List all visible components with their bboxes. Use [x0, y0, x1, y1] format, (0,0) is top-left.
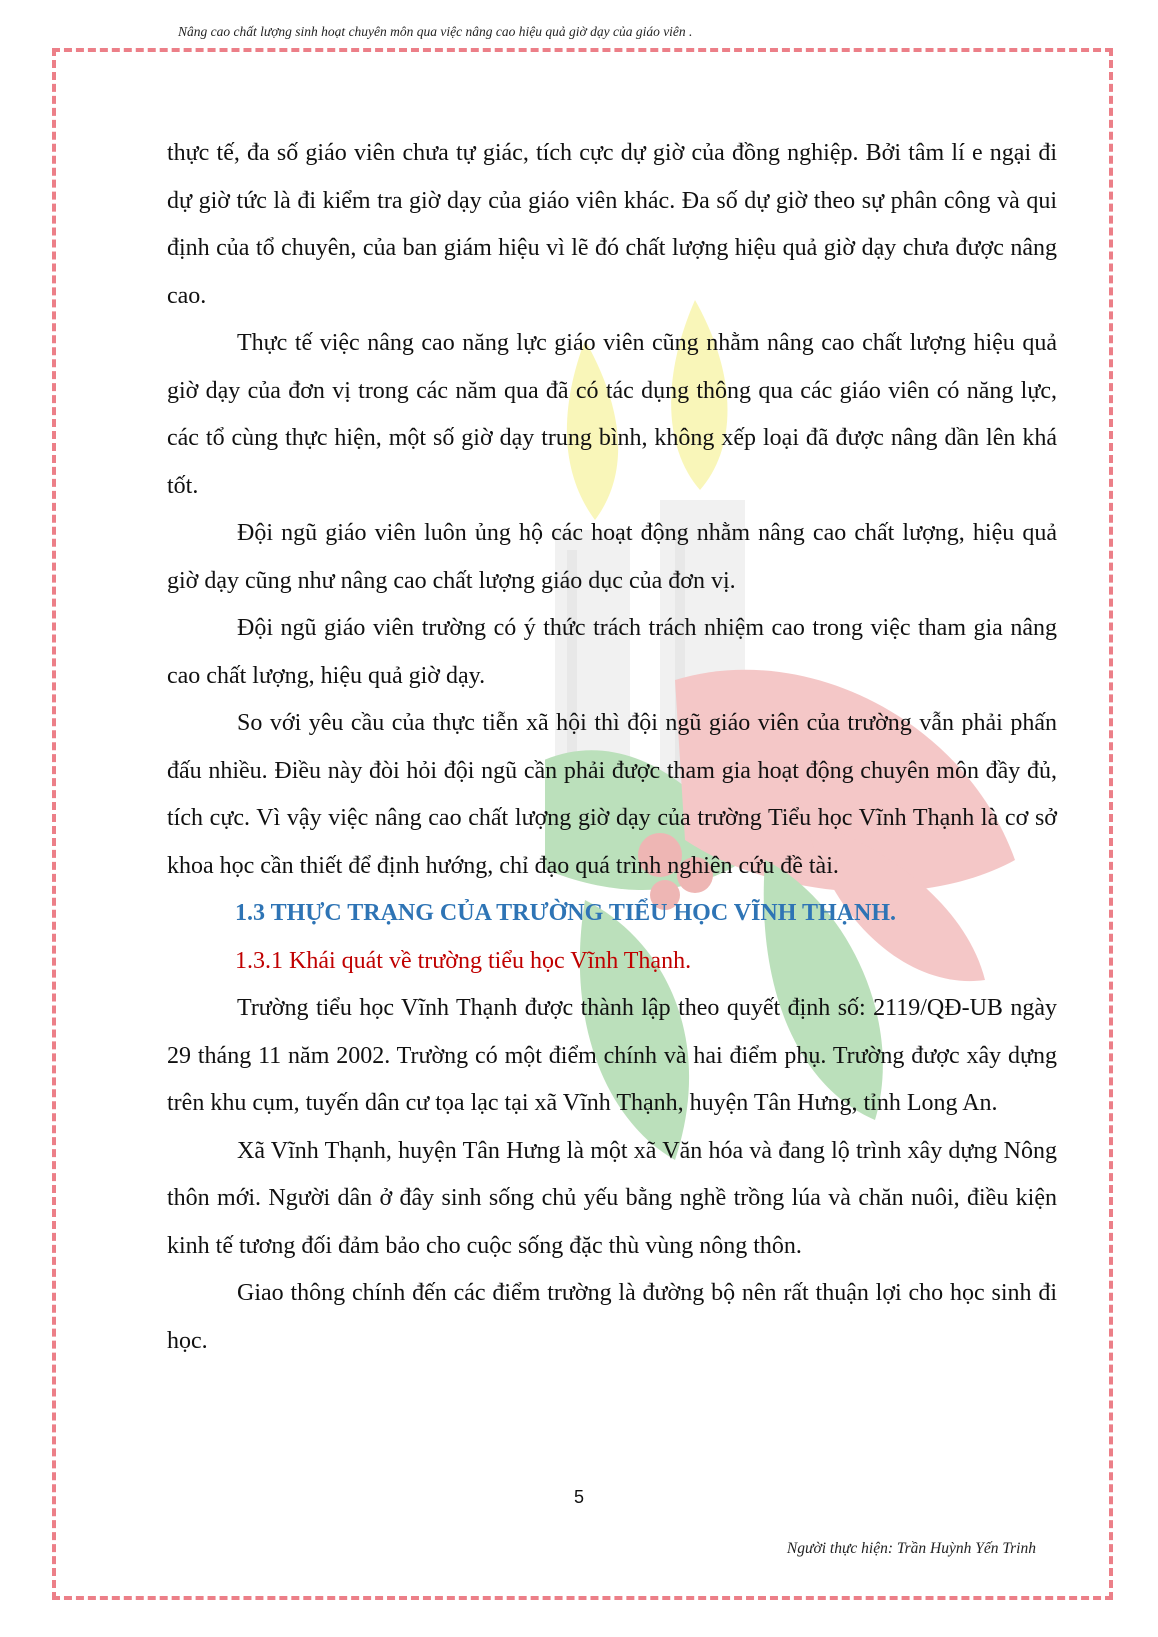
body-paragraph: Xã Vĩnh Thạnh, huyện Tân Hưng là một xã Văn hóa và đang lộ trình xây dựng Nông thôn mới. Người dân ở đây sinh sống chủ yếu bằng nghề trồng lúa và chăn nuôi, điều kiện kinh tế tương đối đảm bảo cho cuộc sống đặc thù vùng nông thôn.: [167, 1137, 1057, 1259]
body-paragraph: Đội ngũ giáo viên luôn ủng hộ các hoạt động nhằm nâng cao chất lượng, hiệu quả giờ dạy cũng như nâng cao chất lượng giáo dục của đơn vị.: [167, 520, 1057, 594]
body-paragraph: So với yêu cầu của thực tiễn xã hội thì đội ngũ giáo viên của trường vẫn phải phấn đấu nhiều. Điều này đòi hỏi đội ngũ cần phải được tham gia hoạt động chuyên môn đầy đủ, tích cực. Vì vậy việc nâng cao chất lượng giờ dạy của trường Tiểu học Vĩnh Thạnh là cơ sở khoa học cần thiết để định hướng, chỉ đạo quá trình nghiên cứu đề tài.: [167, 710, 1057, 879]
body-paragraph: thực tế, đa số giáo viên chưa tự giác, tích cực dự giờ của đồng nghiệp. Bởi tâm lí e ngại đi dự giờ tức là đi kiểm tra giờ dạy của giáo viên khác. Đa số dự giờ theo sự phân công và qui định của tổ chuyên, của ban giám hiệu vì lẽ đó chất lượng hiệu quả giờ dạy chưa được nâng cao.: [167, 140, 1057, 309]
section-heading: 1.3 THỰC TRẠNG CỦA TRƯỜNG TIỂU HỌC VĨNH THẠNH.: [235, 900, 896, 926]
running-header: Nâng cao chất lượng sinh hoạt chuyên môn qua việc nâng cao hiệu quả giờ dạy của giáo viên .: [178, 24, 693, 39]
subsection-heading: 1.3.1 Khái quát về trường tiểu học Vĩnh Thạnh.: [235, 947, 692, 974]
document-body: [167, 130, 1057, 1365]
body-paragraph: Thực tế việc nâng cao năng lực giáo viên cũng nhằm nâng cao chất lượng hiệu quả giờ dạy của đơn vị trong các năm qua đã có tác dụng thông qua các giáo viên có năng lực, các tổ cùng thực hiện, một số giờ dạy trung bình, không xếp loại đã được nâng dần lên khá tốt.: [167, 330, 1057, 499]
body-paragraph: Giao thông chính đến các điểm trường là đường bộ nên rất thuận lợi cho học sinh đi học.: [167, 1280, 1057, 1354]
body-paragraph: Đội ngũ giáo viên trường có ý thức trách trách nhiệm cao trong việc tham gia nâng cao chất lượng, hiệu quả giờ dạy.: [167, 615, 1057, 689]
body-paragraph: Trường tiểu học Vĩnh Thạnh được thành lập theo quyết định số: 2119/QĐ-UB ngày 29 tháng 11 năm 2002. Trường có một điểm chính và hai điểm phụ. Trường được xây dựng trên khu cụm, tuyến dân cư tọa lạc tại xã Vĩnh Thạnh, huyện Tân Hưng, tỉnh Long An.: [167, 995, 1057, 1116]
author-credit: Người thực hiện: Trần Huỳnh Yến Trinh: [786, 1540, 1036, 1557]
page-number: 5: [573, 1487, 584, 1507]
